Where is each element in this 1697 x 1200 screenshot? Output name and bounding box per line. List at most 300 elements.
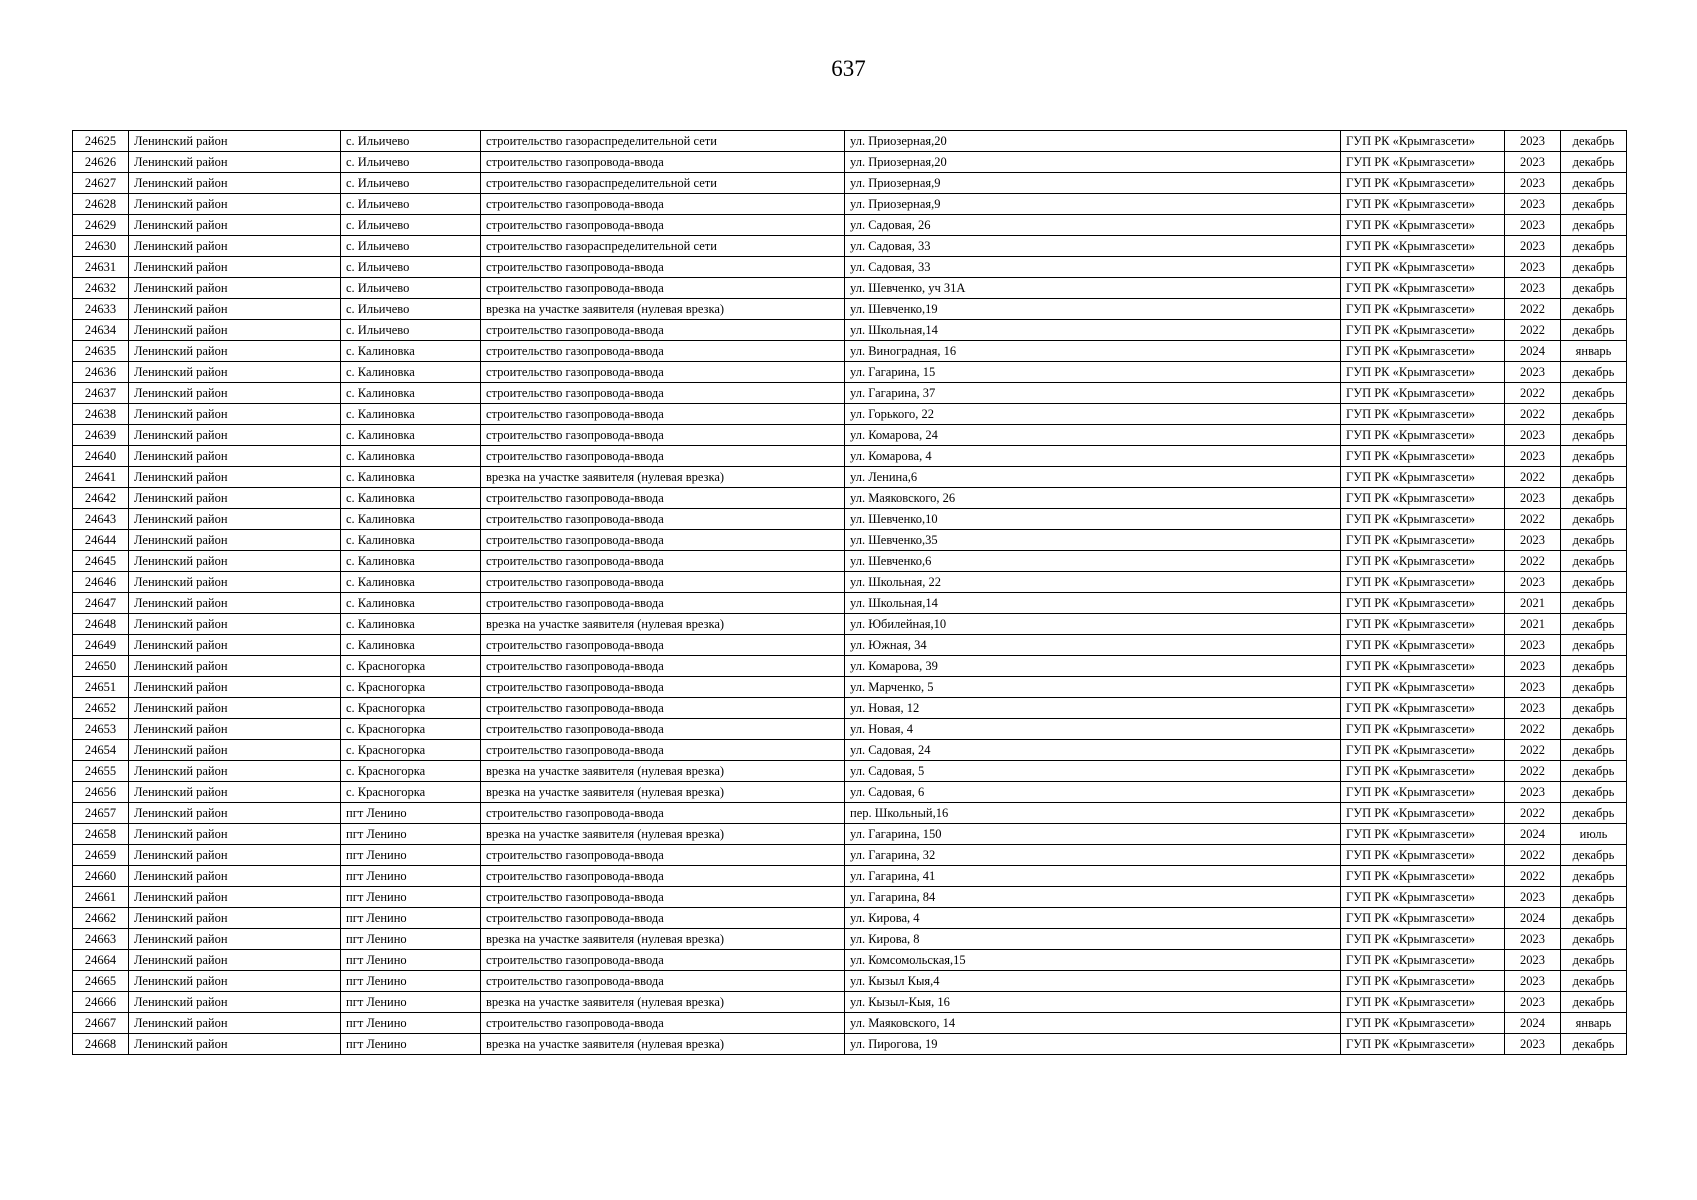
record-number-cell: 24641	[73, 467, 129, 488]
table-row	[73, 152, 1627, 173]
month-cell: декабрь	[1561, 299, 1627, 320]
record-number-cell: 24668	[73, 1034, 129, 1055]
table-row	[73, 194, 1627, 215]
district-cell: Ленинский район	[129, 782, 341, 803]
page-number: 637	[831, 56, 866, 81]
locality-cell: с. Калиновка	[341, 362, 481, 383]
year-cell: 2023	[1505, 971, 1561, 992]
table-row	[73, 803, 1627, 824]
record-number-cell: 24656	[73, 782, 129, 803]
locality-cell: с. Ильичево	[341, 320, 481, 341]
district-cell: Ленинский район	[129, 761, 341, 782]
record-number-cell: 24625	[73, 131, 129, 152]
organization-cell: ГУП РК «Крымгазсети»	[1341, 215, 1505, 236]
month-cell: декабрь	[1561, 635, 1627, 656]
organization-cell: ГУП РК «Крымгазсети»	[1341, 656, 1505, 677]
organization-cell: ГУП РК «Крымгазсети»	[1341, 593, 1505, 614]
year-cell: 2024	[1505, 908, 1561, 929]
district-cell: Ленинский район	[129, 656, 341, 677]
work-type-cell: врезка на участке заявителя (нулевая врезка)	[481, 614, 845, 635]
organization-cell: ГУП РК «Крымгазсети»	[1341, 572, 1505, 593]
year-cell: 2022	[1505, 320, 1561, 341]
organization-cell: ГУП РК «Крымгазсети»	[1341, 824, 1505, 845]
year-cell: 2023	[1505, 782, 1561, 803]
locality-cell: с. Ильичево	[341, 236, 481, 257]
organization-cell: ГУП РК «Крымгазсети»	[1341, 383, 1505, 404]
organization-cell: ГУП РК «Крымгазсети»	[1341, 551, 1505, 572]
work-type-cell: строительство газопровода-ввода	[481, 383, 845, 404]
year-cell: 2023	[1505, 446, 1561, 467]
address-cell: ул. Школьная,14	[845, 593, 1341, 614]
address-cell: ул. Гагарина, 37	[845, 383, 1341, 404]
organization-cell: ГУП РК «Крымгазсети»	[1341, 782, 1505, 803]
organization-cell: ГУП РК «Крымгазсети»	[1341, 320, 1505, 341]
address-cell: ул. Виноградная, 16	[845, 341, 1341, 362]
district-cell: Ленинский район	[129, 278, 341, 299]
year-cell: 2023	[1505, 257, 1561, 278]
month-cell: декабрь	[1561, 719, 1627, 740]
record-number-cell: 24664	[73, 950, 129, 971]
district-cell: Ленинский район	[129, 488, 341, 509]
record-number-cell: 24660	[73, 866, 129, 887]
record-number-cell: 24635	[73, 341, 129, 362]
record-number-cell: 24649	[73, 635, 129, 656]
district-cell: Ленинский район	[129, 677, 341, 698]
work-type-cell: строительство газопровода-ввода	[481, 530, 845, 551]
year-cell: 2023	[1505, 131, 1561, 152]
district-cell: Ленинский район	[129, 320, 341, 341]
organization-cell: ГУП РК «Крымгазсети»	[1341, 341, 1505, 362]
work-type-cell: строительство газопровода-ввода	[481, 971, 845, 992]
year-cell: 2022	[1505, 467, 1561, 488]
address-cell: ул. Новая, 4	[845, 719, 1341, 740]
year-cell: 2023	[1505, 656, 1561, 677]
district-cell: Ленинский район	[129, 908, 341, 929]
district-cell: Ленинский район	[129, 614, 341, 635]
locality-cell: с. Ильичево	[341, 173, 481, 194]
organization-cell: ГУП РК «Крымгазсети»	[1341, 719, 1505, 740]
address-cell: ул. Садовая, 33	[845, 236, 1341, 257]
month-cell: декабрь	[1561, 131, 1627, 152]
month-cell: декабрь	[1561, 236, 1627, 257]
locality-cell: с. Калиновка	[341, 551, 481, 572]
record-number-cell: 24654	[73, 740, 129, 761]
year-cell: 2022	[1505, 299, 1561, 320]
work-type-cell: строительство газопровода-ввода	[481, 152, 845, 173]
year-cell: 2022	[1505, 761, 1561, 782]
address-cell: ул. Комсомольская,15	[845, 950, 1341, 971]
district-cell: Ленинский район	[129, 803, 341, 824]
address-cell: ул. Кызыл-Кыя, 16	[845, 992, 1341, 1013]
locality-cell: пгт Ленино	[341, 908, 481, 929]
table-row	[73, 362, 1627, 383]
month-cell: декабрь	[1561, 404, 1627, 425]
district-cell: Ленинский район	[129, 404, 341, 425]
table-row	[73, 320, 1627, 341]
locality-cell: с. Калиновка	[341, 404, 481, 425]
month-cell: декабрь	[1561, 194, 1627, 215]
address-cell: ул. Шевченко,19	[845, 299, 1341, 320]
table-row	[73, 887, 1627, 908]
district-cell: Ленинский район	[129, 551, 341, 572]
organization-cell: ГУП РК «Крымгазсети»	[1341, 992, 1505, 1013]
work-type-cell: строительство газопровода-ввода	[481, 845, 845, 866]
organization-cell: ГУП РК «Крымгазсети»	[1341, 1013, 1505, 1034]
organization-cell: ГУП РК «Крымгазсети»	[1341, 131, 1505, 152]
work-type-cell: врезка на участке заявителя (нулевая врезка)	[481, 782, 845, 803]
month-cell: декабрь	[1561, 866, 1627, 887]
district-cell: Ленинский район	[129, 887, 341, 908]
district-cell: Ленинский район	[129, 866, 341, 887]
year-cell: 2023	[1505, 152, 1561, 173]
locality-cell: с. Калиновка	[341, 488, 481, 509]
district-cell: Ленинский район	[129, 530, 341, 551]
year-cell: 2023	[1505, 530, 1561, 551]
locality-cell: с. Ильичево	[341, 257, 481, 278]
table-row	[73, 299, 1627, 320]
work-type-cell: строительство газопровода-ввода	[481, 908, 845, 929]
table-row	[73, 950, 1627, 971]
organization-cell: ГУП РК «Крымгазсети»	[1341, 257, 1505, 278]
work-type-cell: врезка на участке заявителя (нулевая врезка)	[481, 992, 845, 1013]
organization-cell: ГУП РК «Крымгазсети»	[1341, 467, 1505, 488]
record-number-cell: 24667	[73, 1013, 129, 1034]
locality-cell: с. Калиновка	[341, 530, 481, 551]
month-cell: декабрь	[1561, 593, 1627, 614]
address-cell: ул. Кызыл Кыя,4	[845, 971, 1341, 992]
district-cell: Ленинский район	[129, 194, 341, 215]
address-cell: ул. Шевченко,6	[845, 551, 1341, 572]
year-cell: 2023	[1505, 572, 1561, 593]
district-cell: Ленинский район	[129, 1013, 341, 1034]
locality-cell: с. Калиновка	[341, 341, 481, 362]
locality-cell: с. Красногорка	[341, 761, 481, 782]
month-cell: декабрь	[1561, 362, 1627, 383]
year-cell: 2023	[1505, 887, 1561, 908]
district-cell: Ленинский район	[129, 131, 341, 152]
month-cell: декабрь	[1561, 509, 1627, 530]
month-cell: декабрь	[1561, 614, 1627, 635]
record-number-cell: 24637	[73, 383, 129, 404]
district-cell: Ленинский район	[129, 341, 341, 362]
work-type-cell: строительство газопровода-ввода	[481, 215, 845, 236]
work-type-cell: строительство газопровода-ввода	[481, 950, 845, 971]
year-cell: 2023	[1505, 215, 1561, 236]
organization-cell: ГУП РК «Крымгазсети»	[1341, 887, 1505, 908]
year-cell: 2024	[1505, 341, 1561, 362]
record-number-cell: 24639	[73, 425, 129, 446]
record-number-cell: 24665	[73, 971, 129, 992]
address-cell: ул. Марченко, 5	[845, 677, 1341, 698]
work-type-cell: строительство газопровода-ввода	[481, 257, 845, 278]
address-cell: ул. Юбилейная,10	[845, 614, 1341, 635]
month-cell: декабрь	[1561, 887, 1627, 908]
table-row	[73, 215, 1627, 236]
table-row	[73, 530, 1627, 551]
organization-cell: ГУП РК «Крымгазсети»	[1341, 530, 1505, 551]
month-cell: декабрь	[1561, 320, 1627, 341]
record-number-cell: 24652	[73, 698, 129, 719]
month-cell: июль	[1561, 824, 1627, 845]
table-row	[73, 509, 1627, 530]
year-cell: 2023	[1505, 488, 1561, 509]
address-cell: ул. Приозерная,9	[845, 194, 1341, 215]
address-cell: ул. Шевченко,10	[845, 509, 1341, 530]
record-number-cell: 24628	[73, 194, 129, 215]
month-cell: декабрь	[1561, 803, 1627, 824]
locality-cell: с. Калиновка	[341, 509, 481, 530]
address-cell: ул. Приозерная,9	[845, 173, 1341, 194]
work-type-cell: врезка на участке заявителя (нулевая врезка)	[481, 824, 845, 845]
work-type-cell: строительство газопровода-ввода	[481, 425, 845, 446]
locality-cell: с. Красногорка	[341, 698, 481, 719]
year-cell: 2022	[1505, 866, 1561, 887]
table-row	[73, 551, 1627, 572]
district-cell: Ленинский район	[129, 929, 341, 950]
district-cell: Ленинский район	[129, 992, 341, 1013]
year-cell: 2023	[1505, 362, 1561, 383]
month-cell: декабрь	[1561, 929, 1627, 950]
table-row	[73, 383, 1627, 404]
locality-cell: пгт Ленино	[341, 1034, 481, 1055]
record-number-cell: 24638	[73, 404, 129, 425]
table-row	[73, 488, 1627, 509]
address-cell: ул. Гагарина, 41	[845, 866, 1341, 887]
organization-cell: ГУП РК «Крымгазсети»	[1341, 152, 1505, 173]
record-number-cell: 24666	[73, 992, 129, 1013]
year-cell: 2021	[1505, 593, 1561, 614]
month-cell: декабрь	[1561, 698, 1627, 719]
table-row	[73, 635, 1627, 656]
address-cell: ул. Кирова, 4	[845, 908, 1341, 929]
year-cell: 2022	[1505, 845, 1561, 866]
year-cell: 2022	[1505, 740, 1561, 761]
locality-cell: пгт Ленино	[341, 803, 481, 824]
month-cell: декабрь	[1561, 992, 1627, 1013]
organization-cell: ГУП РК «Крымгазсети»	[1341, 698, 1505, 719]
table-row	[73, 131, 1627, 152]
table-row	[73, 614, 1627, 635]
organization-cell: ГУП РК «Крымгазсети»	[1341, 677, 1505, 698]
year-cell: 2022	[1505, 383, 1561, 404]
table-row	[73, 740, 1627, 761]
table-row	[73, 929, 1627, 950]
work-type-cell: строительство газопровода-ввода	[481, 341, 845, 362]
address-cell: ул. Школьная, 22	[845, 572, 1341, 593]
record-number-cell: 24642	[73, 488, 129, 509]
year-cell: 2021	[1505, 614, 1561, 635]
locality-cell: с. Калиновка	[341, 572, 481, 593]
record-number-cell: 24663	[73, 929, 129, 950]
district-cell: Ленинский район	[129, 845, 341, 866]
year-cell: 2022	[1505, 509, 1561, 530]
organization-cell: ГУП РК «Крымгазсети»	[1341, 866, 1505, 887]
table-row	[73, 341, 1627, 362]
year-cell: 2023	[1505, 698, 1561, 719]
month-cell: январь	[1561, 341, 1627, 362]
address-cell: ул. Садовая, 5	[845, 761, 1341, 782]
locality-cell: с. Калиновка	[341, 425, 481, 446]
work-type-cell: строительство газопровода-ввода	[481, 362, 845, 383]
month-cell: декабрь	[1561, 782, 1627, 803]
month-cell: декабрь	[1561, 425, 1627, 446]
table-row	[73, 908, 1627, 929]
address-cell: ул. Садовая, 6	[845, 782, 1341, 803]
organization-cell: ГУП РК «Крымгазсети»	[1341, 509, 1505, 530]
work-type-cell: строительство газопровода-ввода	[481, 677, 845, 698]
year-cell: 2022	[1505, 404, 1561, 425]
address-cell: ул. Шевченко, уч 31А	[845, 278, 1341, 299]
work-type-cell: строительство газопровода-ввода	[481, 404, 845, 425]
district-cell: Ленинский район	[129, 173, 341, 194]
locality-cell: пгт Ленино	[341, 929, 481, 950]
work-type-cell: строительство газопровода-ввода	[481, 446, 845, 467]
district-cell: Ленинский район	[129, 299, 341, 320]
work-type-cell: строительство газопровода-ввода	[481, 194, 845, 215]
month-cell: декабрь	[1561, 656, 1627, 677]
district-cell: Ленинский район	[129, 425, 341, 446]
district-cell: Ленинский район	[129, 740, 341, 761]
district-cell: Ленинский район	[129, 383, 341, 404]
registry-table-body	[73, 131, 1627, 1055]
table-row	[73, 425, 1627, 446]
table-row	[73, 677, 1627, 698]
year-cell: 2023	[1505, 425, 1561, 446]
work-type-cell: строительство газопровода-ввода	[481, 320, 845, 341]
locality-cell: пгт Ленино	[341, 1013, 481, 1034]
district-cell: Ленинский район	[129, 1034, 341, 1055]
district-cell: Ленинский район	[129, 824, 341, 845]
record-number-cell: 24659	[73, 845, 129, 866]
district-cell: Ленинский район	[129, 572, 341, 593]
month-cell: декабрь	[1561, 677, 1627, 698]
district-cell: Ленинский район	[129, 593, 341, 614]
address-cell: ул. Садовая, 24	[845, 740, 1341, 761]
record-number-cell: 24644	[73, 530, 129, 551]
district-cell: Ленинский район	[129, 446, 341, 467]
organization-cell: ГУП РК «Крымгазсети»	[1341, 488, 1505, 509]
record-number-cell: 24640	[73, 446, 129, 467]
address-cell: ул. Гагарина, 150	[845, 824, 1341, 845]
table-row	[73, 824, 1627, 845]
district-cell: Ленинский район	[129, 152, 341, 173]
table-row	[73, 971, 1627, 992]
month-cell: декабрь	[1561, 551, 1627, 572]
organization-cell: ГУП РК «Крымгазсети»	[1341, 236, 1505, 257]
year-cell: 2023	[1505, 1034, 1561, 1055]
record-number-cell: 24636	[73, 362, 129, 383]
address-cell: ул. Южная, 34	[845, 635, 1341, 656]
year-cell: 2023	[1505, 677, 1561, 698]
work-type-cell: строительство газопровода-ввода	[481, 698, 845, 719]
organization-cell: ГУП РК «Крымгазсети»	[1341, 761, 1505, 782]
district-cell: Ленинский район	[129, 698, 341, 719]
record-number-cell: 24626	[73, 152, 129, 173]
locality-cell: с. Ильичево	[341, 194, 481, 215]
organization-cell: ГУП РК «Крымгазсети»	[1341, 614, 1505, 635]
organization-cell: ГУП РК «Крымгазсети»	[1341, 362, 1505, 383]
table-row	[73, 698, 1627, 719]
year-cell: 2023	[1505, 173, 1561, 194]
district-cell: Ленинский район	[129, 971, 341, 992]
address-cell: ул. Гагарина, 15	[845, 362, 1341, 383]
work-type-cell: строительство газораспределительной сети	[481, 173, 845, 194]
work-type-cell: строительство газопровода-ввода	[481, 488, 845, 509]
organization-cell: ГУП РК «Крымгазсети»	[1341, 404, 1505, 425]
table-row	[73, 236, 1627, 257]
address-cell: ул. Садовая, 26	[845, 215, 1341, 236]
table-row	[73, 992, 1627, 1013]
year-cell: 2023	[1505, 635, 1561, 656]
locality-cell: пгт Ленино	[341, 950, 481, 971]
locality-cell: пгт Ленино	[341, 992, 481, 1013]
district-cell: Ленинский район	[129, 236, 341, 257]
month-cell: декабрь	[1561, 173, 1627, 194]
locality-cell: с. Красногорка	[341, 782, 481, 803]
work-type-cell: строительство газопровода-ввода	[481, 572, 845, 593]
address-cell: ул. Приозерная,20	[845, 152, 1341, 173]
table-row	[73, 1013, 1627, 1034]
work-type-cell: врезка на участке заявителя (нулевая врезка)	[481, 467, 845, 488]
record-number-cell: 24655	[73, 761, 129, 782]
address-cell: ул. Комарова, 24	[845, 425, 1341, 446]
year-cell: 2024	[1505, 824, 1561, 845]
organization-cell: ГУП РК «Крымгазсети»	[1341, 740, 1505, 761]
work-type-cell: строительство газопровода-ввода	[481, 551, 845, 572]
address-cell: ул. Садовая, 33	[845, 257, 1341, 278]
work-type-cell: врезка на участке заявителя (нулевая врезка)	[481, 1034, 845, 1055]
record-number-cell: 24650	[73, 656, 129, 677]
table-row	[73, 782, 1627, 803]
year-cell: 2024	[1505, 1013, 1561, 1034]
locality-cell: с. Ильичево	[341, 278, 481, 299]
locality-cell: пгт Ленино	[341, 887, 481, 908]
address-cell: ул. Ленина,6	[845, 467, 1341, 488]
record-number-cell: 24632	[73, 278, 129, 299]
record-number-cell: 24648	[73, 614, 129, 635]
district-cell: Ленинский район	[129, 635, 341, 656]
month-cell: декабрь	[1561, 908, 1627, 929]
year-cell: 2022	[1505, 719, 1561, 740]
registry-table	[72, 130, 1627, 1055]
month-cell: декабрь	[1561, 488, 1627, 509]
organization-cell: ГУП РК «Крымгазсети»	[1341, 929, 1505, 950]
organization-cell: ГУП РК «Крымгазсети»	[1341, 446, 1505, 467]
work-type-cell: строительство газопровода-ввода	[481, 278, 845, 299]
table-row	[73, 467, 1627, 488]
month-cell: декабрь	[1561, 740, 1627, 761]
record-number-cell: 24653	[73, 719, 129, 740]
district-cell: Ленинский район	[129, 257, 341, 278]
year-cell: 2022	[1505, 803, 1561, 824]
table-row	[73, 656, 1627, 677]
table-row	[73, 404, 1627, 425]
record-number-cell: 24634	[73, 320, 129, 341]
month-cell: декабрь	[1561, 950, 1627, 971]
record-number-cell: 24629	[73, 215, 129, 236]
organization-cell: ГУП РК «Крымгазсети»	[1341, 1034, 1505, 1055]
month-cell: январь	[1561, 1013, 1627, 1034]
locality-cell: с. Ильичево	[341, 152, 481, 173]
organization-cell: ГУП РК «Крымгазсети»	[1341, 194, 1505, 215]
locality-cell: пгт Ленино	[341, 824, 481, 845]
district-cell: Ленинский район	[129, 950, 341, 971]
year-cell: 2022	[1505, 551, 1561, 572]
address-cell: пер. Школьный,16	[845, 803, 1341, 824]
locality-cell: с. Ильичево	[341, 299, 481, 320]
record-number-cell: 24633	[73, 299, 129, 320]
record-number-cell: 24662	[73, 908, 129, 929]
